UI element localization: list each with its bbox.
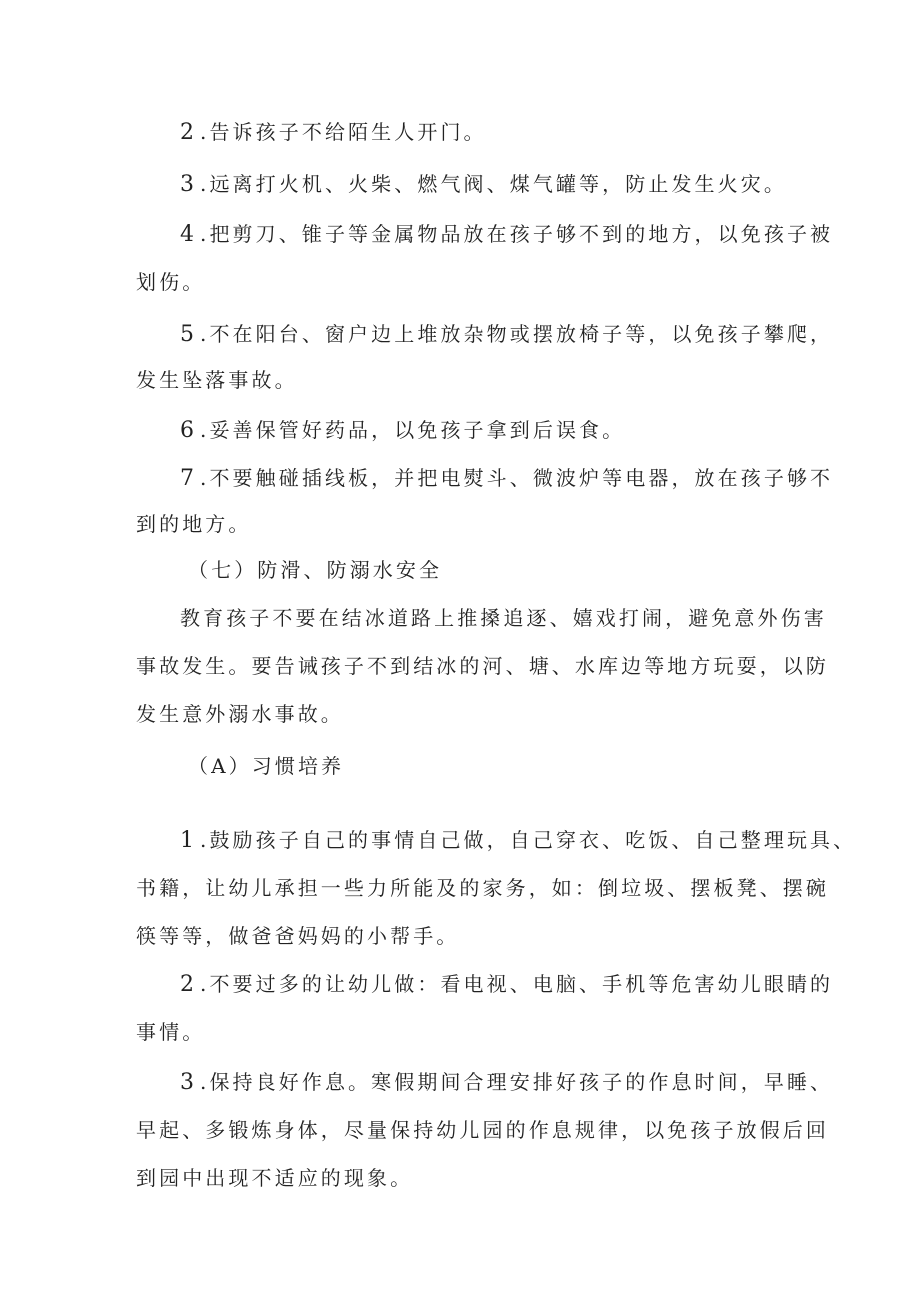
item-text: .不要触碰插线板，并把电熨斗、微波炉等电器，放在孩子够不 (200, 466, 834, 490)
list-item (180, 170, 787, 199)
item-number: 2 (180, 972, 200, 997)
item-text-continuation: 到园中出现不适应的现象。 (136, 1166, 414, 1190)
item-text: .鼓励孩子自己的事情自己做，自己穿衣、吃饭、自己整理玩具、 (200, 828, 857, 852)
item-text-continuation: 划伤。 (136, 270, 206, 294)
paragraph-line: 事故发生。要告诫孩子不到结冰的河、塘、水库边等地方玩耍，以防 (136, 654, 829, 678)
item-text: .不要过多的让幼儿做：看电视、电脑、手机等危害幼儿眼睛的 (200, 972, 834, 996)
paragraph-line: 发生意外溺水事故。 (136, 702, 344, 726)
section-heading: （七）防滑、防溺水安全 (188, 558, 443, 582)
item-text-continuation: 事情。 (136, 1020, 206, 1044)
item-text: .保持良好作息。寒假期间合理安排好孩子的作息时间，早睡、 (200, 1070, 834, 1094)
item-number: 4 (180, 222, 200, 247)
list-item (180, 118, 487, 147)
list-item (180, 416, 625, 445)
item-text: .把剪刀、锥子等金属物品放在孩子够不到的地方，以免孩子被 (200, 222, 834, 246)
section-heading: （A）习惯培养 (188, 754, 345, 778)
item-number: 1 (180, 828, 200, 853)
item-number: 5 (180, 322, 200, 347)
list-item (180, 826, 856, 855)
paragraph-line: 教育孩子不要在结冰道路上推搡追逐、嬉戏打闹，避免意外伤害 (180, 606, 827, 630)
item-number: 6 (180, 418, 200, 443)
list-item (180, 1068, 833, 1097)
item-number: 3 (180, 1070, 200, 1095)
item-text: .妥善保管好药品，以免孩子拿到后误食。 (200, 418, 626, 442)
item-text-continuation: 书籍，让幼儿承担一些力所能及的家务，如：倒垃圾、摆板凳、摆碗 (136, 876, 829, 900)
item-number: 3 (180, 172, 200, 197)
item-text: .告诉孩子不给陌生人开门。 (200, 120, 487, 144)
item-number: 2 (180, 120, 200, 145)
list-item (180, 320, 833, 349)
item-text-continuation: 筷等等，做爸爸妈妈的小帮手。 (136, 924, 460, 948)
item-text-continuation: 到的地方。 (136, 512, 252, 536)
item-text: .不在阳台、窗户边上堆放杂物或摆放椅子等，以免孩子攀爬， (200, 322, 834, 346)
item-text-continuation: 早起、多锻炼身体，尽量保持幼儿园的作息规律，以免孩子放假后回 (136, 1118, 829, 1142)
list-item (180, 220, 833, 249)
list-item (180, 970, 833, 999)
item-number: 7 (180, 466, 200, 491)
item-text-continuation: 发生坠落事故。 (136, 368, 298, 392)
item-text: .远离打火机、火柴、燃气阀、煤气罐等，防止发生火灾。 (200, 172, 787, 196)
list-item (180, 464, 833, 493)
